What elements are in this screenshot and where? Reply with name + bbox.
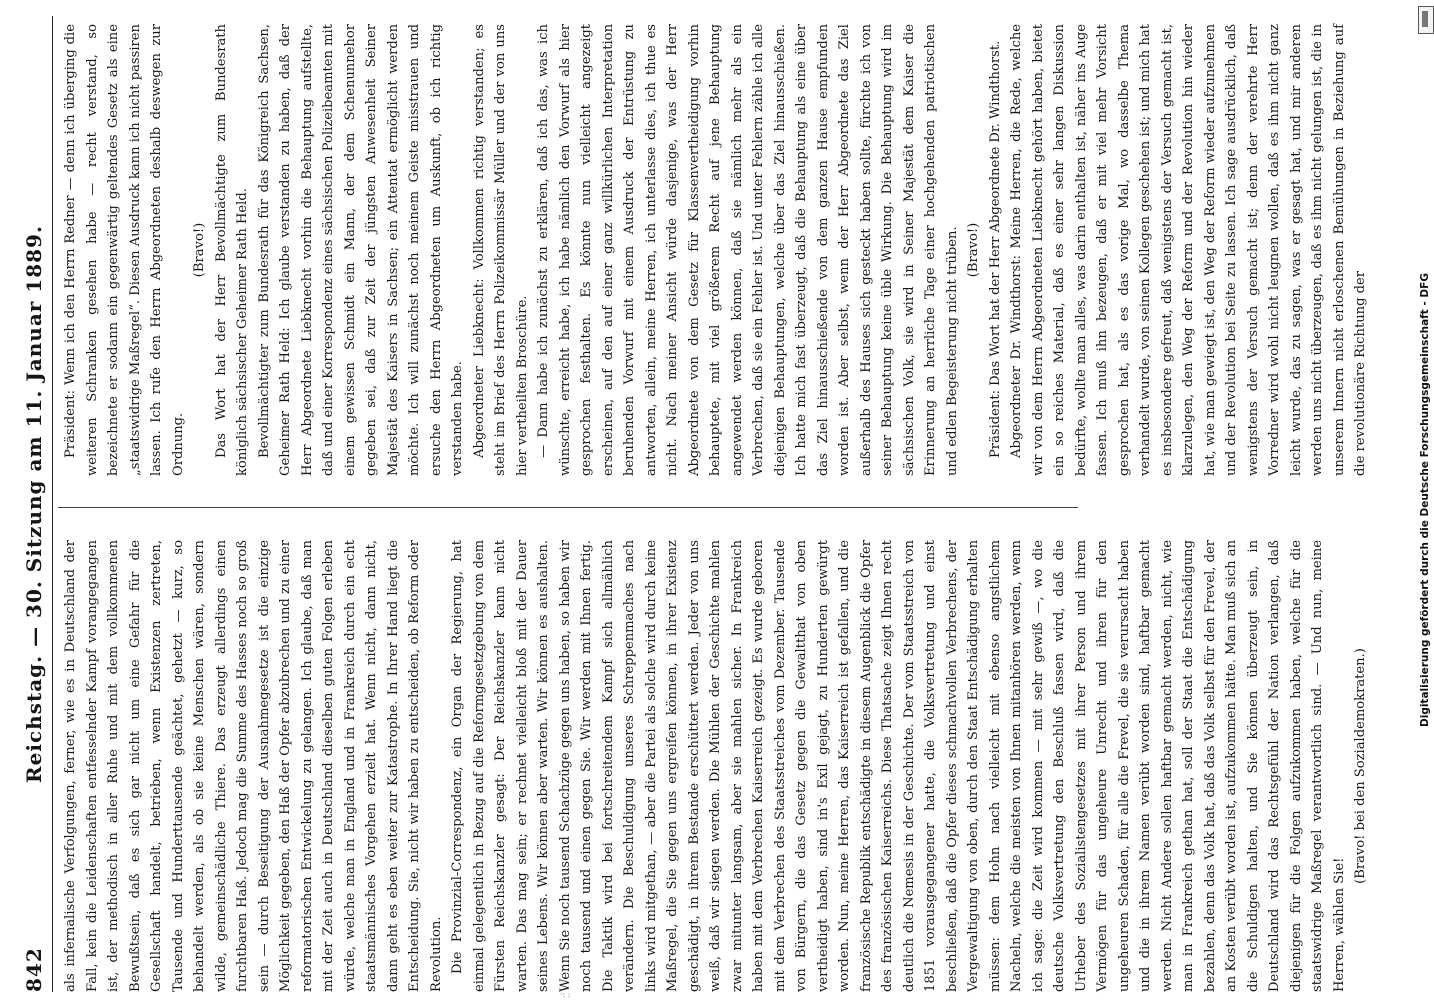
page-header [22, 16, 52, 992]
stage-direction: (Bravo!) [966, 222, 981, 278]
paragraph: Die Provinzial-Correspondenz, ein Organ der Regierung, hat einmal gelegentlich in Bezug auf die Reformgesetzgebung von dem Fürsten Reichskanzler gesagt: Der Reichskanzler kann nicht warten. Das mag sein; er rechnet vielleicht bloß mit der Dauer seines Lebens. Wir können aber warten. Wir können es aushalten. Wenn Sie noch tausend Schachzüge gegen uns haben, so haben wir noch tausend und einen gegen Sie. Wir werden mit Ihnen fertig. Die Taktik wird bei fortschreitendem Kampf sich allmählich verändern. Die Beschuldigung unseres Schreppenmaches nach links wird mitgethan, — aber die Partei als solche wird durch keine Maßregel, die Sie gegen uns ergreifen können, in ihrer Existenz geschädigt, in ihrem Bestande erschüttert werden. Jeder von uns weiß, daß wir siegen werden. Die Mühlen der Geschichte mahlen zwar mitunter langsam, aber sie mahlen sicher. In Frankreich haben mit dem Verbrechen Kaiserreich gezeigt. Es wurde geboren mit dem Verbrechen des Staatsstreiches vom Dezember. Tausende von Bürgern, die das Gesetz gegen die Gewaltthat von oben vertheidigt haben, sind in's Exil gejagt, zu Hunderten gewürgt worden. Nun, meine Herren, das Kaiserreich ist gefallen, und die französische Republik entschädigte in diesem Augenblick die Opfer des französischen Kaiserreichs. Diese Thatsache zeigt Ihnen recht deutlich die Nemesis in der Geschichte. Der vom Staatsstreich von 1851 vorausgegangener hatte, die Volksvertretung und einst beschließen, daß die Opfer dieses schmachvollen Verbrechens, der Vergewaltigung von oben, durch den Staat Entschädigung erhalten müssen: dem Hohn nach vielleicht mit ebenso angstlichem Nacheln, welche die meisten von Ihnen mitanhören werden, wenn ich sage: die Zeit wird kommen — mit sehr gewiß —, wo die deutsche Volksvertretung den Beschluß fassen wird, daß die Urheber des Sozialistengesetzes mit ihrer Person und ihrem Vermögen für das ungeheure Unrecht und ihren für den ungeheuren Schaden, für alle die Frevel, die sie verursacht haben und die in ihrem Namen verübt worden sind, haftbar gemacht werden. Nicht Andere sollen haftbar gemacht werden, nicht, wie man in Frankreich gethan hat, soll der Staat die Entschädigung bezahlen, denn das Volk hat, daß das Volk selbst für den Frevel, der an Kosten verübt worden ist, aufzukommen hätte. Man muß sich an die Schuldigen halten, und Sie können überzeugt sein, in Deutschland wird das Rechtsgefühl der Nation verlangen, daß diejenigen für die Folgen aufzukommen haben, welche für die staatswidrige Maßregel verantwortlich sind. — Und nun, meine Herren, wählen Sie! [450, 540, 1347, 992]
scan-mark: ·: : [560, 990, 571, 999]
header-divider [52, 16, 53, 992]
stage-direction: (Bravo!) [192, 222, 207, 278]
paragraph: als infernalische Verfolgungen, ferner, wie es in Deutschland der Fall, kein die Leidenschaften entfesselnder Kampf vorangegangen ist, der methodisch in aller Ruhe und mit dem vollkommenen Bewußtsein, daß es sich gar nicht um eine Gefahr für die Gesellschaft handelt, betrieben, wenn Existenzen zertreten, Tausende und Hunderttausende geächtet, gehetzt — kurz, so behandelt werden, als ob sie keine Menschen wären, sondern wilde, gemeinschädliche Thiere. Das erzeugt allerdings einen furchtbaren Haß. Jedoch mag die Summe des Hasses noch so groß sein — durch Beseitigung der Ausnahmegesetze ist die einzige Möglichkeit gegeben, den Haß der Opfer abzubrechen und zu einer reformatorischen Entwickelung zu gelangen. Ich glaube, daß man mit der Zeit auch in Deutschland dieselben guten Folgen erleben würde, welche man in England und in Frankreich durch ein echt staatsmännisches Vorgehen erzielt hat. Wenn nicht, dann nicht, dann geht es eben weiter zur Katastrophe. In Ihrer Hand liegt die Entscheidung. Sie, nicht wir haben zu entscheiden, ob Reform oder Revolution. [63, 540, 444, 992]
page-number: 842 [22, 947, 46, 992]
session-title: Reichstag. — 30. Sitzung am 11. Januar 1889. [22, 225, 46, 783]
right-column [60, 24, 1368, 476]
paragraph: — Dann habe ich zunächst zu erklären, daß ich das, was ich wünschte, erreicht habe, ich habe nämlich den Vorwurf als hier gesprochen festhalten. Es könnte nun vielleicht angezeigt erscheinen, auf den auf einer ganz willkürlichen Interpretation beruhenden Vorwurf mit einem Ausdruck der Entrüstung zu antworten, allein, meine Herren, ich unterlasse dies, ich thue es nicht. Nach meiner Ansicht würde dasjenige, was der Herr Abgeordnete von dem Gesetz für Klassenvertheidigung vorhin behauptete, mit viel größerem Recht auf jene Behauptung angewendet werden können, daß sie nämlich mehr als ein Verbrechen, daß sie ein Fehler ist. Und unter Fehlern zähle ich alle diejenigen Behauptungen, welche über das Ziel hinausschießen. Ich hatte mich fast überzeugt, daß die Behauptung als eine über das Ziel hinausschießende von dem ganzen Hause empfunden worden ist. Aber selbst, wenn der Herr Abgeordnete das Ziel außerhalb des Hauses sich gesteckt haben sollte, fürchte ich von seiner Behauptung keine üble Wirkung. Die Behauptung wird im sächsischen Volk, sie wird in Seiner Majestät dem Kaiser die Erinnerung an herrliche Tage einer hochgehenden patriotischen und edlen Begeisterung nicht trüben. [536, 24, 960, 476]
stage-direction: (Bravo! bei den Sozialdemokraten.) [1353, 648, 1368, 884]
digitization-credit: Digitalisierung gefördert durch die Deutsche Forschungsgemeinschaft - DFG [1419, 273, 1431, 727]
paragraph: Abgeordneter Liebknecht: Vollkommen richtig verstanden; es steht im Brief des Herrn Polizeikommissär Müller und der von uns hier vertheilten Broschüre. [471, 24, 530, 476]
column-divider [58, 507, 1078, 508]
paragraph: Präsident: Das Wort hat der Herr Abgeordnete Dr. Windthorst. [987, 40, 1003, 458]
paragraph: Präsident: Wenn ich den Herrn Redner — denn ich überging die weiteren Schranken gesehen habe — recht verstand, so bezeichnete er sodann ein gegenwärtig geltendes Gesetz als eine „staatswidrige Maßregel“. Diesen Ausdruck kann ich nicht passiren lassen. Ich rufe den Herrn Abgeordneten deshalb deswegen zur Ordnung. [63, 24, 186, 476]
paragraph: Abgeordneter Dr. Windthorst: Meine Herren, die Rede, welche wir von dem Herrn Abgeordneten Liebknecht gehört haben, bietet ein so reiches Material, daß es einer sehr langen Diskussion bedürfte, wollte man alles, was darin enthalten ist, näher ins Auge fassen. Ich muß ihn bezeugen, daß er mit viel mehr Vorsicht gesprochen hat, als es das vorige Mal, wo dasselbe Thema verhandelt wurde, von seinen Kollegen geschehen ist; und mich hat es insbesondere gefreut, daß wenigstens der Versuch gemacht ist, klarzulegen, den Weg der Reform und der Revolution hin wieder hat, wie man gewiegt ist, den Weg der Reform wieder aufzunehmen und der Revolution bei Seite zu lassen. Ich sage ausdrücklich, daß wenigstens der Versuch gemacht ist; denn der verehrte Herr Vorredner wird wohl nicht leugnen wollen, daß es ihm nicht ganz leicht wurde, das zu sagen, was er gesagt hat, und mir anderen werden uns nicht überzeugen, daß es ihm nicht gelungen ist, die in unserem Innern nicht erloschenen Bemühungen in Beziehung auf die revolutionäre Richtung der [1009, 24, 1368, 476]
paragraph: Das Wort hat der Herr Bevollmächtigte zum Bundesrath königlich sächsischer Geheimer Rath Held. [213, 24, 250, 476]
paragraph: Bevollmächtigter zum Bundesrath für das Königreich Sachsen, Geheimer Rath Held: Ich glaube verstanden zu haben, daß der Herr Abgeordnete Liebknecht vorhin die Behauptung aufstellte, daß und einer Korrespondenz eines sächsischen Polizeibeamten mit einem gewissen Schmidt ein Mann, der dem Schenunnehor gegeben sei, daß zur Zeit der jüngsten Anwesenheit Seiner Majestät des Kaisers in Sachsen; ein Attentat ermöglicht werden möchte. Ich will zunächst noch meinem Geiste misstrauen und ersuche den Herrn Abgeordneten um Auskunft, ob ich richtig verstanden habe. [256, 24, 465, 476]
left-column [60, 540, 1368, 992]
